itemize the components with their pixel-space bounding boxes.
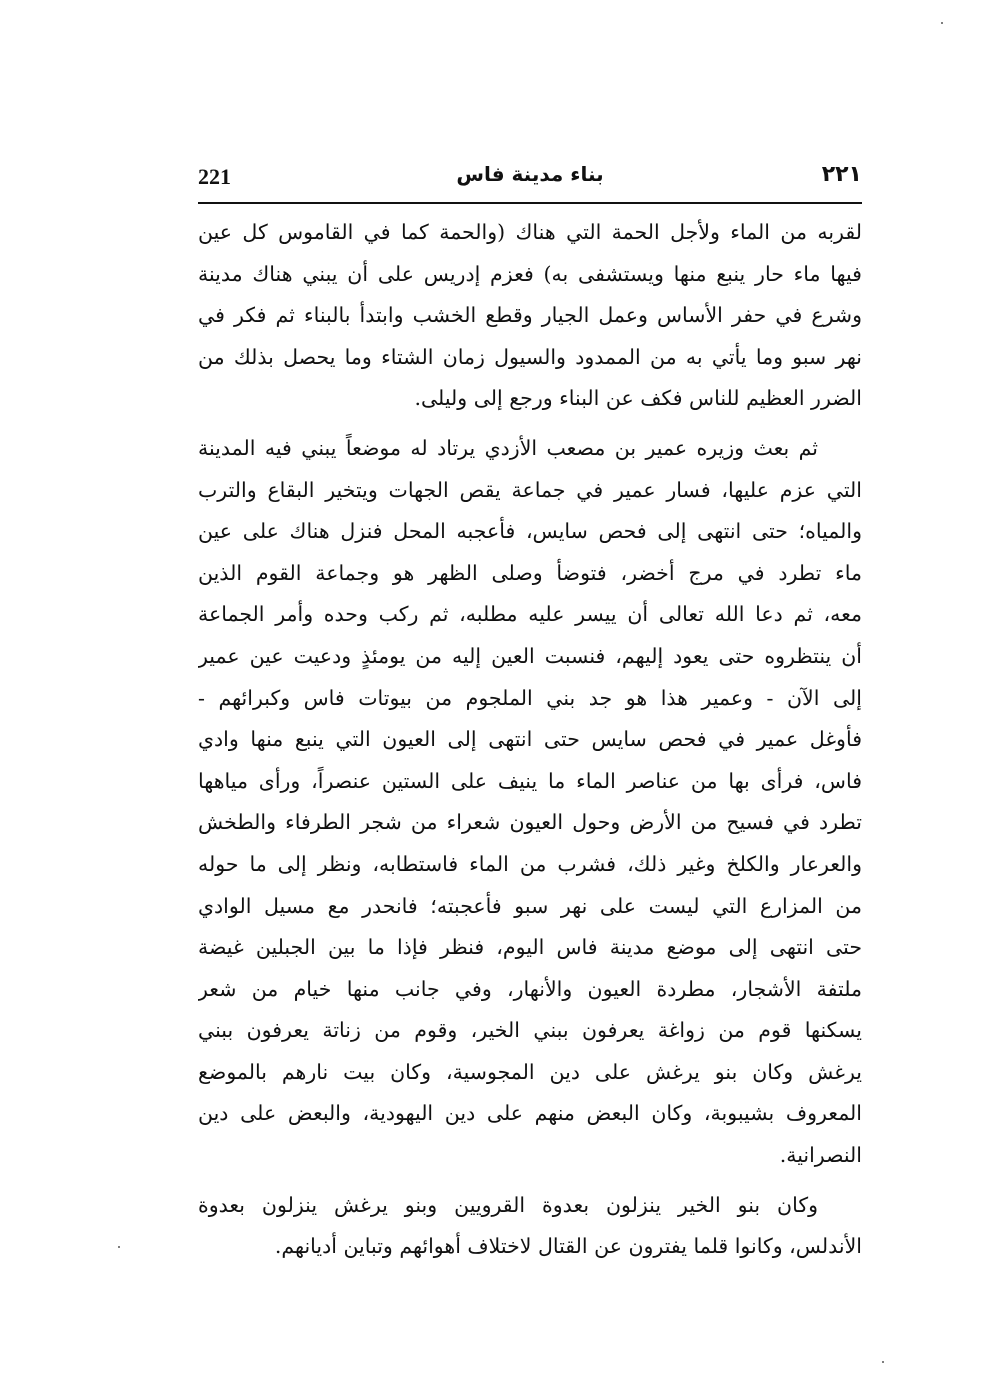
text-line: والعرعار والكلخ وغير ذلك، فشرب من الماء فاستطابه، ونظر إلى ما حوله [198, 851, 862, 876]
text-line: نهر سبو وما يأتي به من الممدود والسيول زمان الشتاء وما يحصل بذلك من [198, 344, 862, 369]
text-line: التي عزم عليها، فسار عمير في جماعة يقص الجهات ويتخير البقاع والترب [198, 477, 862, 502]
paragraph-3 [198, 1185, 862, 1268]
text-line: النصرانية. [779, 1143, 862, 1168]
scan-speck [118, 1246, 120, 1248]
text-line: الضرر العظيم للناس فكف عن البناء ورجع إلى وليلى. [414, 386, 862, 411]
text-line: من المزارع التي ليست على نهر سبو فأعجبته؛ فانحدر مع مسيل الوادي [198, 893, 862, 918]
text-line: فأوغل عمير في فحص سايس حتى انتهى إلى العيون التي ينبع منها وادي [198, 727, 862, 752]
text-line: معه، ثم دعا الله تعالى أن ييسر عليه مطلبه، ثم ركب وحده وأمر الجماعة [198, 602, 862, 627]
text-line: المعروف بشيبوبة، وكان البعض منهم على دين اليهودية، والبعض على دين [198, 1101, 862, 1126]
text-line: تطرد في فسيح من الأرض وحول العيون شعراء من شجر الطرفاء والطخش [198, 810, 862, 835]
paragraph-2 [198, 428, 862, 1177]
paragraph-1 [198, 212, 862, 420]
text-line: ثم بعث وزيره عمير بن مصعب الأزدي يرتاد له موضعاً يبني فيه المدينة [198, 435, 818, 460]
text-line: ملتفة الأشجار، مطردة العيون والأنهار، وفي جانب منها خيام من شعر [198, 976, 862, 1001]
page-number-arabic: ٢٢١ [821, 162, 862, 187]
text-line: إلى الآن - وعمير هذا هو جد بني الملجوم من بيوتات فاس وكبرائهم - [198, 685, 862, 710]
body-text [198, 212, 862, 1268]
scan-speck [882, 1361, 884, 1363]
text-line: الأندلس، وكانوا قلما يفترون عن القتال لاختلاف أهوائهم وتباين أديانهم. [274, 1234, 862, 1259]
running-header [198, 156, 862, 204]
text-line: والمياه؛ حتى انتهى إلى فحص سايس، فأعجبه المحل فنزل هناك على عين [198, 519, 862, 544]
text-line: يرغش وكان بنو يرغش على دين المجوسية، وكان بيت نارهم بالموضع [198, 1059, 862, 1084]
text-line: حتى انتهى إلى موضع مدينة فاس اليوم، فنظر فإذا ما بين الجبلين غيضة [198, 935, 862, 960]
scan-speck [941, 22, 943, 24]
text-line: وشرع في حفر الأساس وعمل الجيار وقطع الخشب وابتدأ بالبناء ثم فكر في [198, 303, 862, 328]
text-line: يسكنها قوم من زواغة يعرفون ببني الخير، وقوم من زناتة يعرفون ببني [198, 1018, 862, 1043]
text-line: وكان بنو الخير ينزلون بعدوة القرويين وبنو يرغش ينزلون بعدوة [198, 1192, 818, 1217]
text-line: فيها ماء حار ينبع منها ويستشفى به) فعزم إدريس على أن يبني هناك مدينة [198, 261, 862, 286]
text-line: ماء تطرد في مرج أخضر، فتوضأ وصلى الظهر هو وجماعة القوم الذين [198, 560, 862, 585]
page-number-latin: 221 [198, 164, 231, 189]
text-line: أن ينتظروه حتى يعود إليهم، فنسبت العين إليه من يومئذٍ ودعيت عين عمير [198, 643, 862, 668]
text-line: لقربه من الماء ولأجل الحمة التي هناك (والحمة كما في القاموس كل عين [198, 220, 862, 244]
text-line: فاس، فرأى بها من عناصر الماء ما ينيف على الستين عنصراً، ورأى مياهها [198, 768, 862, 793]
chapter-title: بناء مدينة فاس [456, 162, 604, 186]
